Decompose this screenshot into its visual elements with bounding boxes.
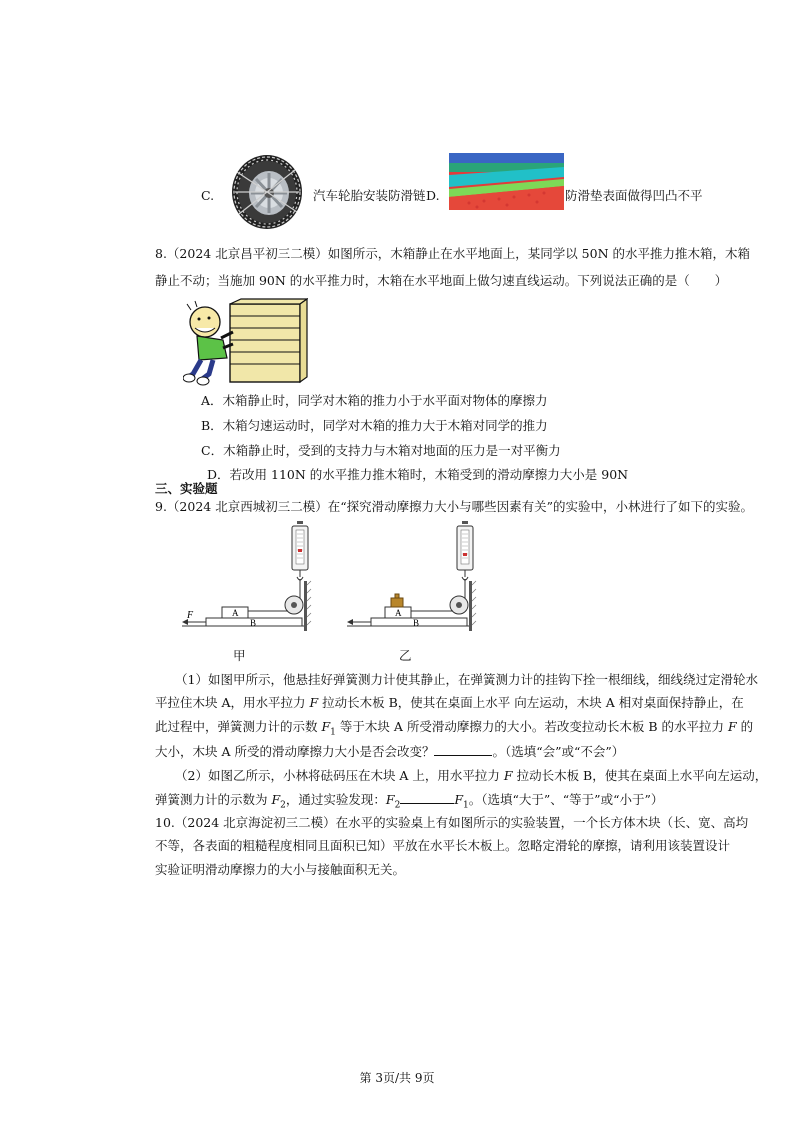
- q7-option-c-caption: 汽车轮胎安装防滑链: [313, 188, 426, 203]
- fig-yi-A-label: A: [395, 608, 402, 618]
- fig-yi-B-label: B: [413, 618, 420, 628]
- q7-option-d-label: D.: [426, 188, 440, 203]
- q8-text-line2: 静止不动；当施加 90N 的水平推力时，木箱在水平地面上做匀速直线运动。下列说法正确的是（ ）: [155, 273, 728, 288]
- figure-jia: [180, 521, 315, 633]
- q8-option-b: B．木箱匀速运动时，同学对木箱的推力大于木箱对同学的推力: [201, 418, 548, 433]
- q8-option-c: C．木箱静止时，受到的支持力与木箱对地面的压力是一对平衡力: [201, 443, 561, 458]
- q7-option-d-caption: 防滑垫表面做得凹凸不平: [565, 188, 703, 203]
- q8-text-line1: 8.（2024 北京昌平初三二模）如图所示，木箱静止在水平地面上，某同学以 50N 的水平推力推木箱，木箱: [155, 246, 751, 261]
- q10-line3: 实验证明滑动摩擦力的大小与接触面积无关。: [155, 862, 406, 877]
- q8-option-d: D．若改用 110N 的水平推力推木箱时，木箱受到的滑动摩擦力大小是 90N: [207, 467, 629, 482]
- fig-jia-F-label: F: [187, 610, 194, 621]
- anti-slip-mats-image: [449, 153, 564, 210]
- tire-chain-image: [229, 152, 307, 232]
- q9-part2-line1: （2）如图乙所示，小林将砝码压在木块 A 上，用水平拉力 F 拉动长木板 B，使其在桌面上水平向左运动，: [175, 768, 768, 783]
- figure-jia-caption: 甲: [233, 648, 246, 663]
- q9-part2-line2: 弹簧测力计的示数为 $F_2$，通过实验发现：$F_2$ $F_1$。（选填“大于”、“等于”或“小于”）: [155, 792, 664, 811]
- fig-jia-A-label: A: [232, 608, 239, 618]
- q8-option-a: A．木箱静止时，同学对木箱的推力小于水平面对物体的摩擦力: [201, 393, 548, 408]
- boy-pushing-box-image: [183, 298, 308, 386]
- q9-stem: 9.（2024 北京西城初三二模）在“探究滑动摩擦力大小与哪些因素有关”的实验中，小林进行了如下的实验。: [155, 499, 753, 514]
- figure-yi-caption: 乙: [399, 648, 412, 663]
- q9-part1-line3: 此过程中，弹簧测力计的示数 $F_1$ 等于木块 A 所受滑动摩擦力的大小。若改变拉动长木板 B 的水平拉力 F 的: [155, 719, 754, 738]
- q10-line2: 不等，各表面的粗糙程度相同且面积已知）平放在水平长木板上。忽略定滑轮的摩擦，请利用该装置设计: [155, 838, 731, 853]
- answer-blank-1[interactable]: [434, 743, 492, 756]
- q10-line1: 10.（2024 北京海淀初三二模）在水平的实验桌上有如图所示的实验装置，一个长方体木块（长、宽、高均: [155, 815, 749, 830]
- section-title: 三、实验题: [155, 481, 218, 496]
- q9-part1-line2: 平拉住木块 A，用水平拉力 F 拉动长木板 B，使其在桌面上水平 向左运动，木块 A 相对桌面保持静止，在: [155, 695, 744, 710]
- figure-yi: [345, 521, 480, 633]
- fig-jia-B-label: B: [250, 618, 257, 628]
- page-number: 第 3页/共 9页: [359, 1071, 435, 1085]
- answer-blank-2[interactable]: [400, 791, 454, 804]
- q9-part1-line1: （1）如图甲所示，他悬挂好弹簧测力计使其静止，在弹簧测力计的挂钩下拴一根细线，细线绕过定滑轮水: [175, 672, 758, 687]
- q9-part1-line4: 大小，木块 A 所受的滑动摩擦力大小是否会改变？ 。（选填“会”或“不会”）: [155, 744, 625, 759]
- q7-option-c-label: C.: [201, 188, 215, 203]
